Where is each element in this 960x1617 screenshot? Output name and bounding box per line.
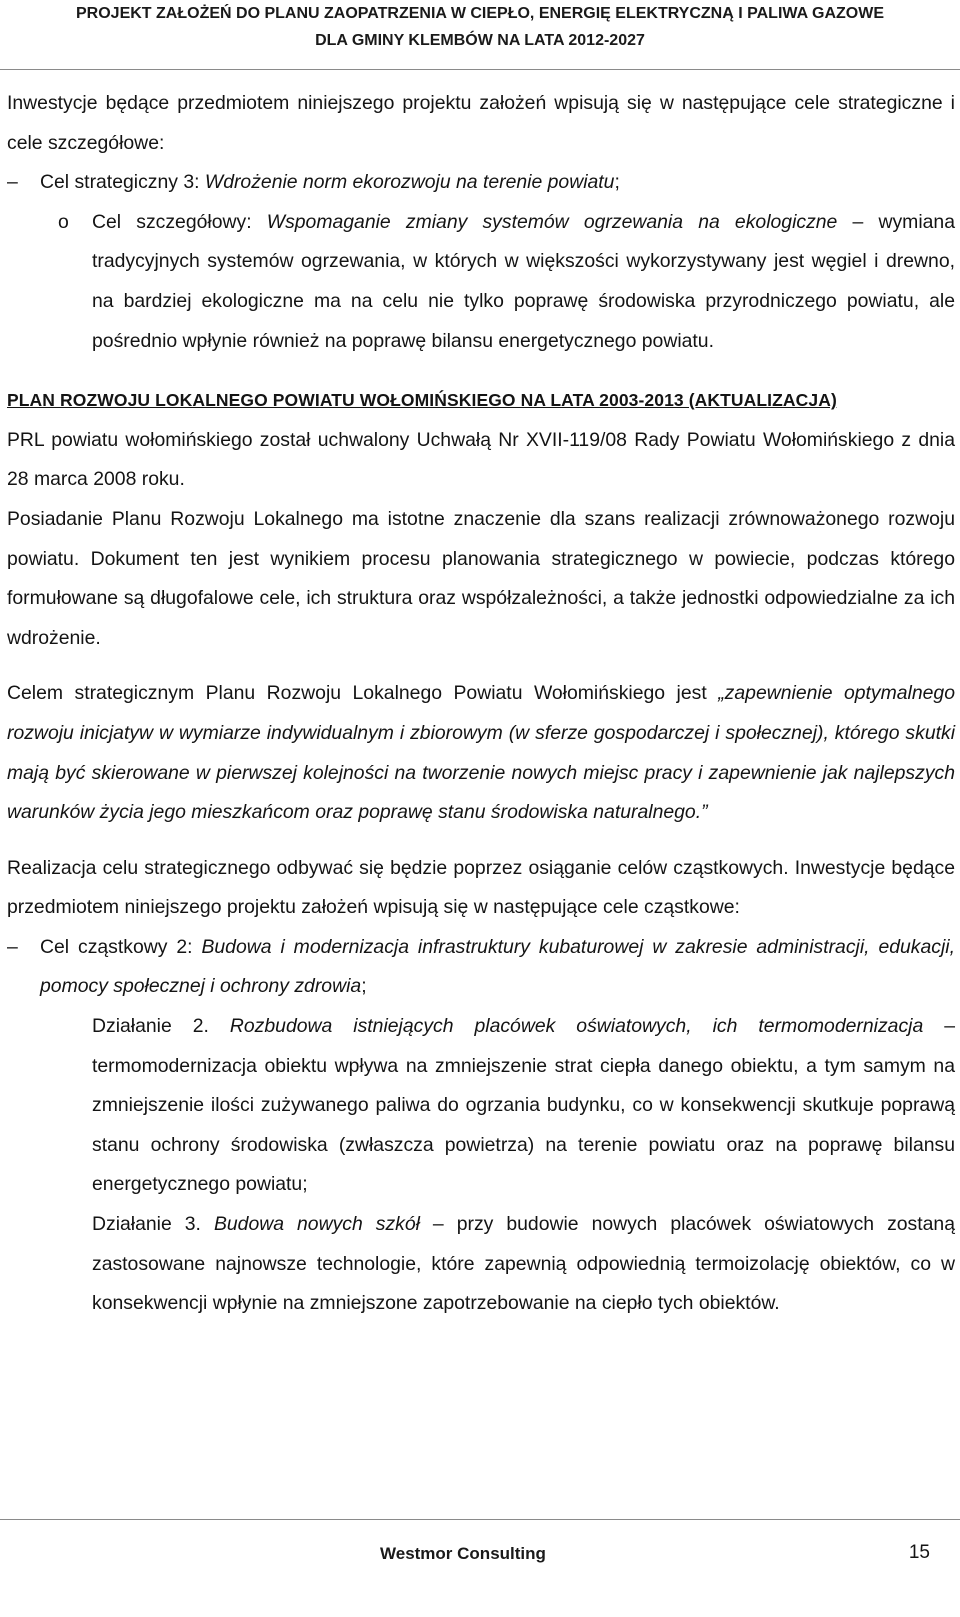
paragraph-prl: PRL powiatu wołomińskiego został uchwalony Uchwałą Nr XVII-119/08 Rady Powiatu Wołomińskiego z dnia 28 marca 2008 roku. — [7, 428, 955, 491]
dash-bullet: – — [7, 935, 18, 958]
goal2-title: Budowa i modernizacja infrastruktury kubaturowej w zakresie administracji, edukacji, pomocy społecznej i ochrony zdrowia — [40, 935, 955, 998]
list-item-goal2 — [7, 928, 955, 1007]
page-header — [0, 0, 960, 54]
list-item-action3 — [7, 1205, 955, 1324]
list-item-goal1-sub — [7, 203, 955, 361]
action2-prefix: Działanie 2. — [92, 1015, 230, 1038]
header-divider — [0, 69, 960, 70]
goal1-prefix: Cel strategiczny 3: — [40, 171, 205, 194]
strategic-goal-prefix: Celem strategicznym Planu Rozwoju Lokalnego Powiatu Wołomińskiego jest — [7, 682, 719, 705]
paragraph-realization: Realizacja celu strategicznego odbywać się będzie poprzez osiąganie celów cząstkowych. Inwestycje będące przedmiotem niniejszego projektu założeń wpisują się w następujące cele cząstkowe: — [7, 856, 955, 919]
goal1-title: Wdrożenie norm ekorozwoju na terenie powiatu — [204, 171, 615, 194]
action3-text: – przy budowie nowych placówek oświatowych zostaną zastosowane najnowsze technologie, które zapewnią odpowiednią termoizolację obiektów, co w konsekwencji wpłynie na zmniejszone zapotrzebowanie na ciepło tych obiektów. — [92, 1213, 955, 1315]
header-title-line2: DLA GMINY KLEMBÓW NA LATA 2012-2027 — [315, 32, 645, 49]
section-heading — [7, 381, 955, 421]
goal1-sub-text: – wymiana tradycyjnych systemów ogrzewania, w których w większości wykorzystywany jest węgiel i drewno, na bardziej ekologiczne ma na celu nie tylko poprawę środowiska przyrodniczego powiatu, ale pośrednio wpłynie również na poprawę bilansu energetycznego powiatu. — [92, 210, 955, 352]
intro-paragraph: Inwestycje będące przedmiotem niniejszego projektu założeń wpisują się w następujące cele strategiczne i cele szczegółowe: — [7, 92, 955, 154]
header-title-line1: PROJEKT ZAŁOŻEŃ DO PLANU ZAOPATRZENIA W CIEPŁO, ENERGIĘ ELEKTRYCZNĄ I PALIWA GAZOWE — [76, 5, 884, 22]
goal1-sub-prefix: Cel szczegółowy: — [92, 210, 267, 233]
strategic-goal-quote: „zapewnienie optymalnego rozwoju inicjatyw w wymiarze indywidualnym i zbiorowym (w sferze gospodarczej i społecznej), którego skutki mają być skierowane w pierwszej kolejności na tworzenie nowych miejsc pracy i zapewnienie jak najlepszych warunków życia jego mieszkańcom oraz poprawę stanu środowiska naturalnego.” — [7, 682, 955, 824]
goal1-sub-title: Wspomaganie zmiany systemów ogrzewania na ekologiczne — [266, 210, 838, 233]
footer-company: Westmor Consulting — [380, 1544, 546, 1563]
section-title: PLAN ROZWOJU LOKALNEGO POWIATU WOŁOMIŃSKIEGO NA LATA 2003-2013 (AKTUALIZACJA) — [7, 390, 837, 411]
action2-title: Rozbudowa istniejących placówek oświatowych, ich termomodernizacja — [229, 1015, 924, 1038]
page-number: 15 — [908, 1542, 930, 1563]
goal2-suffix: ; — [361, 975, 367, 998]
goal1-suffix: ; — [614, 171, 620, 194]
dash-bullet: – — [7, 171, 18, 194]
document-body — [7, 84, 955, 1324]
action3-title: Budowa nowych szkół — [213, 1213, 420, 1236]
action3-prefix: Działanie 3. — [92, 1213, 214, 1236]
footer-divider — [0, 1519, 960, 1520]
circle-bullet: o — [58, 210, 69, 233]
action2-text: – termomodernizacja obiektu wpływa na zmniejszenie strat ciepła danego obiektu, a tym samym na zmniejszenie ilości zużywanego paliwa do ogrzania budynku, co w konsekwencji skutkuje poprawą stanu ochrony środowiska (zwłaszcza powietrza) na terenie powiatu oraz na poprawę bilansu energetycznego powiatu; — [92, 1015, 955, 1196]
paragraph-strategic-goal — [7, 674, 955, 832]
list-item-action2 — [7, 1007, 955, 1205]
goal2-prefix: Cel cząstkowy 2: — [40, 935, 202, 958]
list-item-goal1 — [7, 163, 955, 203]
paragraph-plan: Posiadanie Planu Rozwoju Lokalnego ma istotne znaczenie dla szans realizacji zrównoważonego rozwoju powiatu. Dokument ten jest wynikiem procesu planowania strategicznego w powiecie, podczas którego formułowane są długofalowe cele, ich struktura oraz współzależności, a także jednostki odpowiedzialne za ich wdrożenie. — [7, 507, 955, 649]
